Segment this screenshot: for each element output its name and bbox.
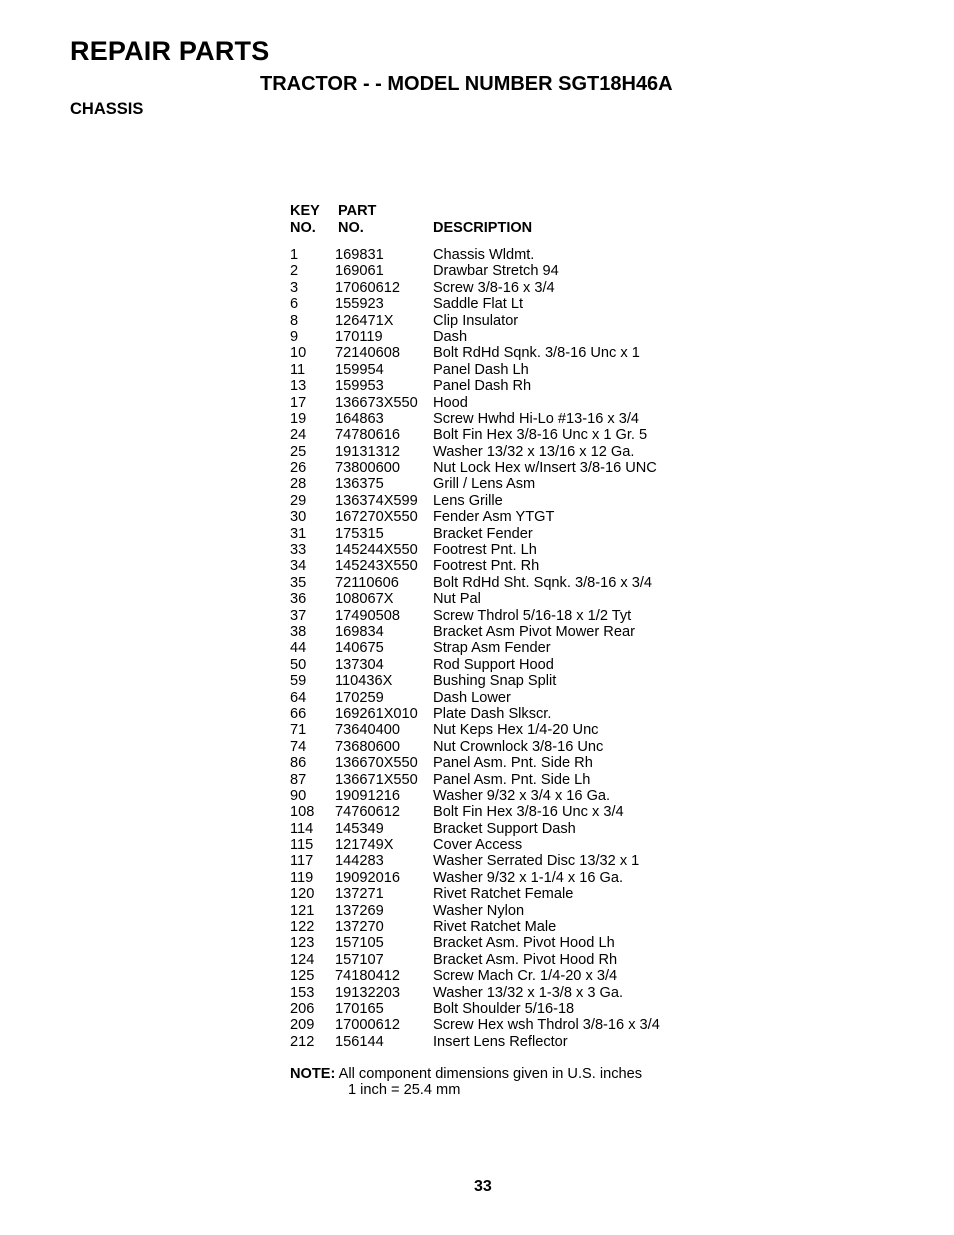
note-label: NOTE: xyxy=(290,1066,336,1082)
part-description: Nut Lock Hex w/Insert 3/8-16 UNC xyxy=(433,460,657,477)
parts-row xyxy=(290,690,710,706)
parts-row xyxy=(290,706,710,722)
section-heading: CHASSIS xyxy=(70,100,144,118)
part-number: 169061 xyxy=(335,263,384,280)
key-number: 25 xyxy=(290,443,307,460)
part-number: 169831 xyxy=(335,247,384,263)
key-number: 125 xyxy=(290,968,315,985)
key-number: 64 xyxy=(290,689,307,706)
key-number: 29 xyxy=(290,492,307,509)
parts-row xyxy=(290,444,710,460)
part-number: 145349 xyxy=(335,820,384,837)
key-number: 2 xyxy=(290,263,299,280)
part-number: 140675 xyxy=(335,640,384,657)
key-number: 153 xyxy=(290,984,315,1001)
part-number: 19131312 xyxy=(335,443,400,460)
part-number: 145243X550 xyxy=(335,558,418,575)
part-number: 73640400 xyxy=(335,722,400,739)
part-number: 73800600 xyxy=(335,460,400,477)
key-number: 206 xyxy=(290,1000,315,1017)
part-description: Nut Keps Hex 1/4-20 Unc xyxy=(433,722,599,739)
part-number: 110436X xyxy=(335,673,393,690)
key-number: 10 xyxy=(290,345,307,362)
parts-row xyxy=(290,673,710,689)
part-description: Screw 3/8-16 x 3/4 xyxy=(433,279,555,296)
part-description: Fender Asm YTGT xyxy=(433,509,555,526)
parts-list xyxy=(290,247,710,1050)
part-description: Bolt Fin Hex 3/8-16 Unc x 1 Gr. 5 xyxy=(433,427,648,444)
part-description: Insert Lens Reflector xyxy=(433,1033,568,1050)
part-number: 144283 xyxy=(335,853,384,870)
key-number: 117 xyxy=(290,853,314,870)
parts-row xyxy=(290,329,710,345)
key-number: 124 xyxy=(290,951,315,968)
parts-row xyxy=(290,476,710,492)
key-number: 121 xyxy=(290,902,315,919)
part-number: 157105 xyxy=(335,935,384,952)
parts-row xyxy=(290,558,710,574)
part-description: Panel Dash Lh xyxy=(433,361,529,378)
part-number: 170259 xyxy=(335,689,384,706)
part-header-bottom: NO. xyxy=(338,220,364,236)
page-title: REPAIR PARTS xyxy=(70,36,270,66)
key-number: 212 xyxy=(290,1033,315,1050)
key-number: 50 xyxy=(290,656,307,673)
key-number: 6 xyxy=(290,296,299,313)
page-number: 33 xyxy=(474,1178,492,1195)
parts-row xyxy=(290,788,710,804)
parts-row xyxy=(290,870,710,886)
part-number: 17490508 xyxy=(335,607,400,624)
note xyxy=(290,1066,642,1082)
part-number: 74780616 xyxy=(335,427,400,444)
part-header-top: PART xyxy=(338,203,377,219)
part-number: 74180412 xyxy=(335,968,400,985)
parts-row xyxy=(290,395,710,411)
part-description: Chassis Wldmt. xyxy=(433,247,535,263)
part-number: 156144 xyxy=(335,1033,384,1050)
key-number: 123 xyxy=(290,935,315,952)
parts-row xyxy=(290,1001,710,1017)
parts-row xyxy=(290,722,710,738)
part-description: Rivet Ratchet Male xyxy=(433,919,557,936)
key-number: 114 xyxy=(290,820,314,837)
part-number: 169834 xyxy=(335,623,384,640)
parts-row xyxy=(290,411,710,427)
part-description: Lens Grille xyxy=(433,492,503,509)
part-description: Screw Hwhd Hi-Lo #13-16 x 3/4 xyxy=(433,410,640,427)
parts-row xyxy=(290,837,710,853)
parts-row xyxy=(290,313,710,329)
part-number: 19132203 xyxy=(335,984,400,1001)
part-no-header xyxy=(338,203,376,237)
parts-row xyxy=(290,624,710,640)
part-number: 137271 xyxy=(335,886,384,903)
part-number: 164863 xyxy=(335,410,384,427)
part-description: Hood xyxy=(433,394,468,411)
key-number: 26 xyxy=(290,460,307,477)
key-number: 30 xyxy=(290,509,307,526)
key-number: 8 xyxy=(290,312,299,329)
part-number: 137270 xyxy=(335,919,384,936)
part-number: 136673X550 xyxy=(335,394,418,411)
part-description: Rivet Ratchet Female xyxy=(433,886,574,903)
parts-row xyxy=(290,575,710,591)
parts-row xyxy=(290,935,710,951)
parts-row xyxy=(290,968,710,984)
parts-row xyxy=(290,739,710,755)
part-description: Screw Hex wsh Thdrol 3/8-16 x 3/4 xyxy=(433,1017,660,1034)
note-line-1: All component dimensions given in U.S. inches xyxy=(338,1066,643,1082)
part-number: 108067X xyxy=(335,591,394,608)
part-number: 136375 xyxy=(335,476,384,493)
part-number: 17060612 xyxy=(335,279,400,296)
parts-row xyxy=(290,640,710,656)
key-number: 74 xyxy=(290,738,307,755)
part-description: Bracket Asm. Pivot Hood Lh xyxy=(433,935,615,952)
part-description: Washer 13/32 x 13/16 x 12 Ga. xyxy=(433,443,635,460)
key-number: 44 xyxy=(290,640,307,657)
part-description: Cover Access xyxy=(433,837,523,854)
part-description: Nut Crownlock 3/8-16 Unc xyxy=(433,738,604,755)
part-number: 19091216 xyxy=(335,787,400,804)
part-description: Bolt RdHd Sqnk. 3/8-16 Unc x 1 xyxy=(433,345,640,362)
parts-row xyxy=(290,804,710,820)
part-description: Screw Mach Cr. 1/4-20 x 3/4 xyxy=(433,968,618,985)
key-number: 11 xyxy=(290,361,306,378)
part-description: Footrest Pnt. Lh xyxy=(433,542,537,559)
part-number: 170119 xyxy=(335,328,383,345)
parts-row xyxy=(290,280,710,296)
key-number: 9 xyxy=(290,328,299,345)
part-number: 121749X xyxy=(335,837,394,854)
key-number: 31 xyxy=(290,525,307,542)
key-number: 108 xyxy=(290,804,315,821)
part-number: 159953 xyxy=(335,378,384,395)
parts-row xyxy=(290,493,710,509)
part-description: Washer 9/32 x 3/4 x 16 Ga. xyxy=(433,787,611,804)
key-number: 17 xyxy=(290,394,307,411)
part-number: 73680600 xyxy=(335,738,400,755)
part-description: Bracket Asm Pivot Mower Rear xyxy=(433,623,635,640)
part-number: 74760612 xyxy=(335,804,400,821)
part-description: Footrest Pnt. Rh xyxy=(433,558,540,575)
part-number: 72110606 xyxy=(335,574,399,591)
model-subtitle: TRACTOR - - MODEL NUMBER SGT18H46A xyxy=(260,73,673,95)
key-number: 87 xyxy=(290,771,307,788)
part-description: Nut Pal xyxy=(433,591,481,608)
parts-row xyxy=(290,772,710,788)
part-description: Dash xyxy=(433,328,468,345)
part-description: Bolt Shoulder 5/16-18 xyxy=(433,1000,575,1017)
part-number: 136670X550 xyxy=(335,755,418,772)
part-description: Bracket Support Dash xyxy=(433,820,576,837)
key-number: 119 xyxy=(290,869,314,886)
parts-row xyxy=(290,378,710,394)
key-number: 3 xyxy=(290,279,299,296)
part-description: Drawbar Stretch 94 xyxy=(433,263,559,280)
parts-row xyxy=(290,591,710,607)
part-description: Washer 9/32 x 1-1/4 x 16 Ga. xyxy=(433,869,624,886)
parts-row xyxy=(290,1017,710,1033)
parts-row xyxy=(290,247,710,263)
key-number: 38 xyxy=(290,623,307,640)
part-description: Plate Dash Slkscr. xyxy=(433,705,552,722)
key-header-bottom: NO. xyxy=(290,220,316,236)
parts-row xyxy=(290,657,710,673)
parts-row xyxy=(290,362,710,378)
part-description: Washer Nylon xyxy=(433,902,525,919)
part-description: Bracket Fender xyxy=(433,525,533,542)
parts-row xyxy=(290,952,710,968)
part-number: 136671X550 xyxy=(335,771,418,788)
part-description: Panel Asm. Pnt. Side Lh xyxy=(433,771,591,788)
description-header: DESCRIPTION xyxy=(433,220,533,236)
part-number: 155923 xyxy=(335,296,384,313)
part-description: Bolt Fin Hex 3/8-16 Unc x 3/4 xyxy=(433,804,624,821)
part-number: 175315 xyxy=(335,525,384,542)
key-number: 209 xyxy=(290,1017,315,1034)
part-description: Bracket Asm. Pivot Hood Rh xyxy=(433,951,618,968)
key-number: 120 xyxy=(290,886,315,903)
part-description: Panel Asm. Pnt. Side Rh xyxy=(433,755,593,772)
parts-row xyxy=(290,427,710,443)
parts-row xyxy=(290,526,710,542)
key-number: 28 xyxy=(290,476,307,493)
key-number: 90 xyxy=(290,787,307,804)
part-description: Saddle Flat Lt xyxy=(433,296,524,313)
key-number: 122 xyxy=(290,919,315,936)
parts-row xyxy=(290,345,710,361)
key-number: 86 xyxy=(290,755,307,772)
part-description: Bolt RdHd Sht. Sqnk. 3/8-16 x 3/4 xyxy=(433,574,653,591)
parts-row xyxy=(290,821,710,837)
part-number: 137269 xyxy=(335,902,384,919)
key-number: 35 xyxy=(290,574,307,591)
parts-row xyxy=(290,460,710,476)
note-line-2: 1 inch = 25.4 mm xyxy=(348,1082,461,1098)
parts-row xyxy=(290,919,710,935)
parts-row xyxy=(290,296,710,312)
key-number: 24 xyxy=(290,427,307,444)
part-number: 170165 xyxy=(335,1000,384,1017)
key-number: 115 xyxy=(290,837,314,854)
part-number: 19092016 xyxy=(335,869,400,886)
key-number: 34 xyxy=(290,558,307,575)
parts-row xyxy=(290,853,710,869)
part-number: 145244X550 xyxy=(335,542,418,559)
key-no-header xyxy=(290,203,320,237)
part-number: 17000612 xyxy=(335,1017,400,1034)
parts-row xyxy=(290,985,710,1001)
part-number: 157107 xyxy=(335,951,384,968)
part-description: Dash Lower xyxy=(433,689,511,706)
part-description: Grill / Lens Asm xyxy=(433,476,536,493)
part-description: Bushing Snap Split xyxy=(433,673,557,690)
key-number: 1 xyxy=(290,247,299,263)
parts-row xyxy=(290,886,710,902)
key-number: 19 xyxy=(290,410,307,427)
key-number: 33 xyxy=(290,542,307,559)
part-description: Rod Support Hood xyxy=(433,656,554,673)
key-number: 37 xyxy=(290,607,307,624)
parts-row xyxy=(290,903,710,919)
parts-row xyxy=(290,755,710,771)
key-header-top: KEY xyxy=(290,203,320,219)
part-description: Clip Insulator xyxy=(433,312,519,329)
key-number: 36 xyxy=(290,591,307,608)
part-description: Washer Serrated Disc 13/32 x 1 xyxy=(433,853,640,870)
part-number: 159954 xyxy=(335,361,384,378)
parts-row xyxy=(290,509,710,525)
part-description: Panel Dash Rh xyxy=(433,378,532,395)
key-number: 71 xyxy=(290,722,307,739)
parts-row xyxy=(290,542,710,558)
part-number: 167270X550 xyxy=(335,509,418,526)
part-description: Washer 13/32 x 1-3/8 x 3 Ga. xyxy=(433,984,624,1001)
part-number: 126471X xyxy=(335,312,394,329)
part-description: Screw Thdrol 5/16-18 x 1/2 Tyt xyxy=(433,607,632,624)
parts-row xyxy=(290,608,710,624)
part-number: 72140608 xyxy=(335,345,400,362)
key-number: 13 xyxy=(290,378,307,395)
key-number: 66 xyxy=(290,705,307,722)
part-number: 169261X010 xyxy=(335,705,418,722)
parts-row xyxy=(290,263,710,279)
key-number: 59 xyxy=(290,673,307,690)
part-description: Strap Asm Fender xyxy=(433,640,551,657)
part-number: 136374X599 xyxy=(335,492,418,509)
part-number: 137304 xyxy=(335,656,384,673)
parts-row xyxy=(290,1034,710,1050)
